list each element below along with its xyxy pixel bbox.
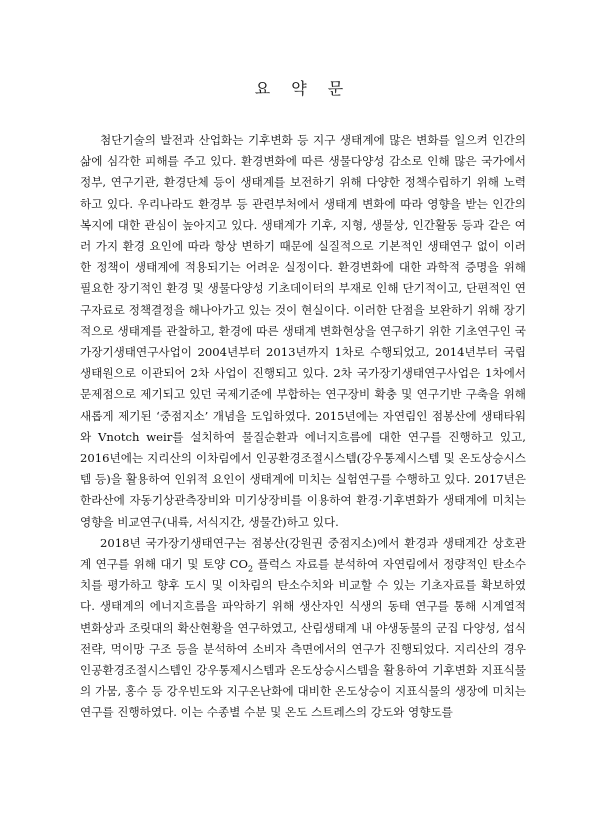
paragraph-1: 첨단기술의 발전과 산업화는 기후변화 등 지구 생태계에 많은 변화를 일으켜 인간의 삶에 심각한 피해를 주고 있다. 환경변화에 따른 생물다양성 감소로 인해 많은 국가에서 정부, 연구기관, 환경단체 등이 생태계를 보전하기 위해 다양한 정책수립하기 위해 노력하고 있다. 우리나라도 환경부 등 관련부처에서 생태계 변화에 따라 영향을 받는 인간의 복지에 대한 관심이 높아지고 있다. 생태계가 기후, 지형, 생물상, 인간활동 등과 같은 여러 가지 환경 요인에 따라 항상 변하기 때문에 실질적으로 기본적인 생태연구 없이 이러한 정책이 생태계에 적용되기는 어려운 실정이다. 환경변화에 대한 과학적 증명을 위해 필요한 장기적인 환경 및 생물다양성 기초데이터의 부재로 인해 단기적이고, 단편적인 연구자료로 정책결정을 해나아가고 있는 것이 현실이다. 이러한 단점을 보완하기 위해 장기적으로 생태계를 관찰하고, 환경에 따른 생태계 변화현상을 연구하기 위한 기초연구인 국가장기생태연구사업이 2004년부터 2013년까지 1차로 수행되었고, 2014년부터 국립생태원으로 이관되어 2차 사업이 진행되고 있다. 2차 국가장기생태연구사업은 1차에서 문제점으로 제기되고 있던 국제기준에 부합하는 연구장비 확충 및 연구기반 구축을 위해 새롭게 제기된 ‘중점지소’ 개념을 도입하였다. 2015년에는 자연림인 점봉산에 생태타워와 Vnotch weir를 설치하여 물질순환과 에너지흐름에 대한 연구를 진행하고 있고, 2016년에는 지리산의 이차림에서 인공환경조절시스템(강우통제시스템 및 온도상승시스템 등)을 활용하여 인위적 요인이 생태계에 미치는 실험연구를 수행하고 있다. 2017년은 한라산에 자동기상관측장비와 미기상장비를 이용하여 환경·기후변화가 생태계에 미치는 영향을 비교연구(내륙, 서식지간, 생물간)하고 있다. — [80, 133, 526, 529]
paragraph-2 — [80, 533, 526, 724]
paragraph-2-part-2: 플럭스 자료를 분석하여 자연림에서 정량적인 탄소수치를 평가하고 향후 도시 및 이차림의 탄소수치와 비교할 수 있는 기초자료를 확보하였다. 생태계의 에너지흐름을 파악하기 위해 생산자인 식생의 동태 연구를 통해 시계열적 변화상과 조릿대의 확산현황을 연구하였고, 산림생태계 내 야생동물의 군집 다양성, 섭식전략, 먹이망 구조 등을 분석하여 소비자 측면에서의 연구가 진행되었다. 지리산의 경우 인공환경조절시스템인 강우통제시스템과 온도상승시스템을 활용하여 기후변화 지표식물의 가뭄, 홍수 등 강우빈도와 지구온난화에 대비한 온도상승이 지표식물의 생장에 미치는 연구를 진행하였다. 이는 수종별 수분 및 온도 스트레스의 강도와 영향도를 — [80, 557, 526, 720]
paragraph-2-part-1: 2018년 국가장기생태연구는 점봉산(강원권 중점지소)에서 환경과 생태계간 상호관계 연구를 위해 대기 및 토양 CO — [80, 535, 526, 572]
document-body — [80, 130, 526, 724]
page-title: 요 약 문 — [254, 79, 352, 98]
co2-subscript: 2 — [248, 564, 254, 574]
